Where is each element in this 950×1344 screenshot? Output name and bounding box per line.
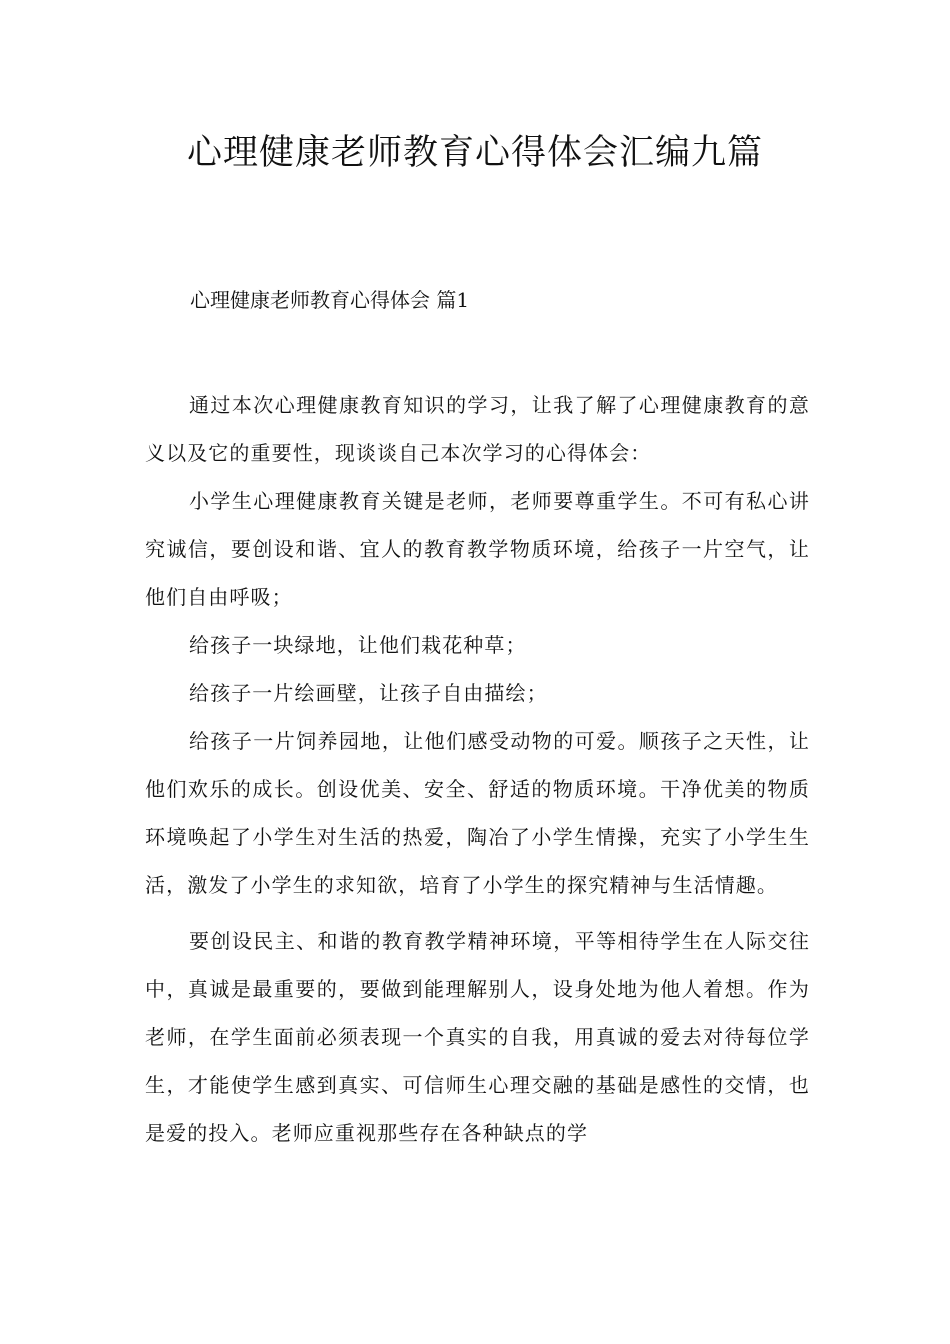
document-body <box>145 381 810 1157</box>
paragraph: 给孩子一片绘画壁，让孩子自由描绘； <box>189 681 548 705</box>
document-title: 心理健康老师教育心得体会汇编九篇 <box>186 133 763 173</box>
paragraph: 小学生心理健康教育关键是老师，老师要尊重学生。不可有私心讲究诚信，要创设和谐、宜人的教育教学物质环境，给孩子一片空气，让他们自由呼吸； <box>145 489 810 609</box>
paragraph: 给孩子一块绿地，让他们栽花种草； <box>189 633 527 657</box>
paragraph: 要创设民主、和谐的教育教学精神环境，平等相待学生在人际交往中，真诚是最重要的，要做到能理解别人，设身处地为他人着想。作为老师，在学生面前必须表现一个真实的自我，用真诚的爱去对待每位学生，才能使学生感到真实、可信师生心理交融的基础是感性的交情，也是爱的投入。老师应重视那些存在各种缺点的学 <box>145 929 810 1145</box>
paragraph: 给孩子一片饲养园地，让他们感受动物的可爱。顺孩子之天性，让他们欢乐的成长。创设优美、安全、舒适的物质环境。干净优美的物质环境唤起了小学生对生活的热爱，陶冶了小学生情操，充实了小学生生活，激发了小学生的求知欲，培育了小学生的探究精神与生活情趣。 <box>145 729 810 897</box>
paragraph: 通过本次心理健康教育知识的学习，让我了解了心理健康教育的意义以及它的重要性，现谈谈自己本次学习的心得体会： <box>145 393 810 465</box>
section-heading: 心理健康老师教育心得体会 篇1 <box>190 288 470 312</box>
